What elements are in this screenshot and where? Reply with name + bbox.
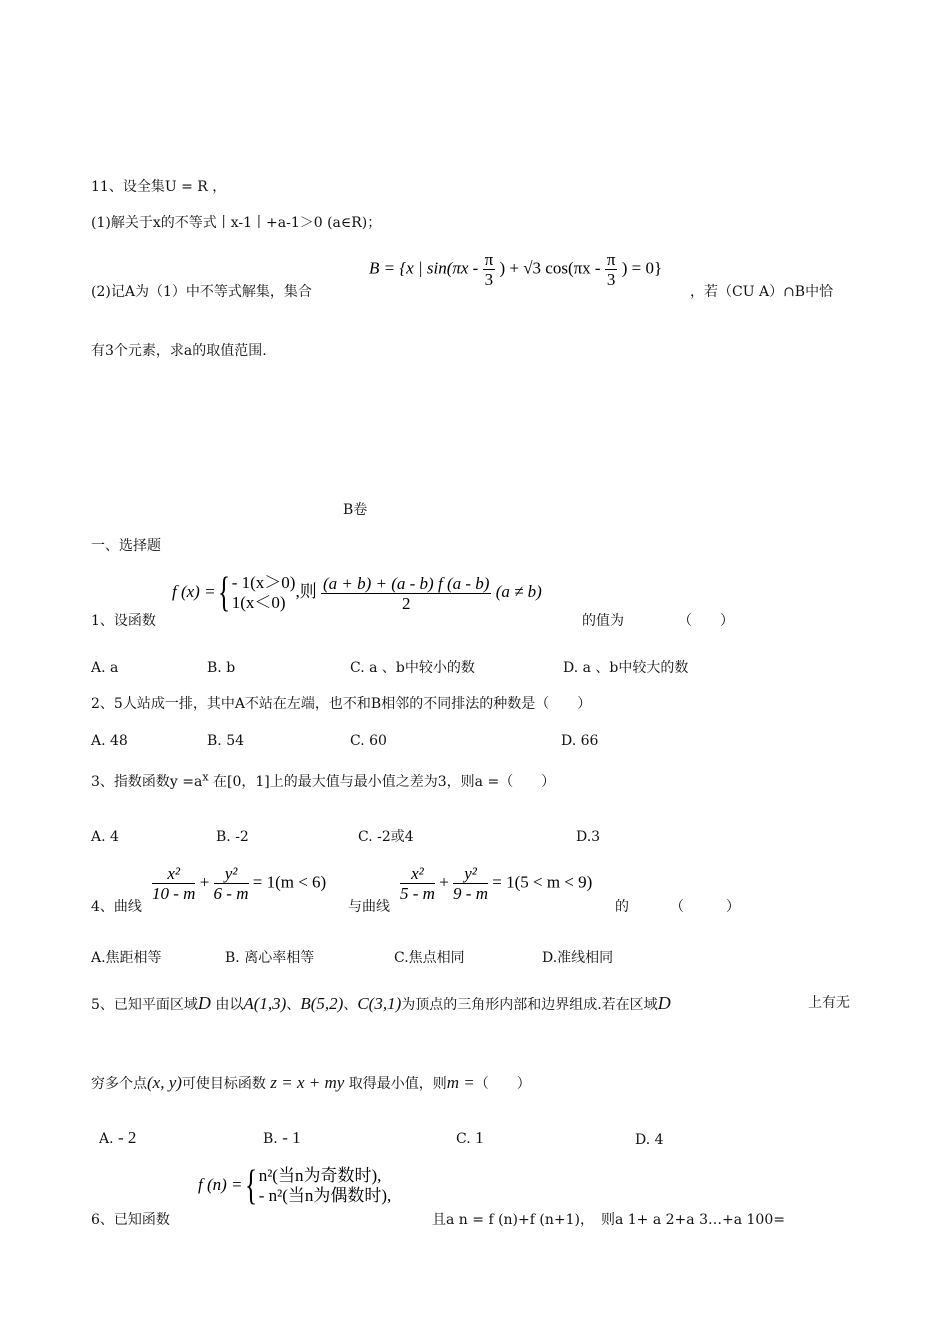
q6-tail: 且a n = f (n)+f (n+1)， 则a 1+ a 2+a 3…+a 100= [432,1212,785,1228]
q4-mid: 与曲线 [348,899,390,915]
q6-cases: n²(当n为奇数时), - n²(当n为偶数时), [258,1166,392,1205]
section-b-heading: B卷 [343,502,368,518]
q11-line3-tail: ，若（CU A）∩B中恰 [690,284,834,300]
q6-lead: 6、已知函数 [91,1212,170,1228]
q3-option-a: A. 4 [91,829,119,845]
q3-exponent: x [202,770,209,784]
q3-option-c: C. -2或4 [358,829,414,845]
q4-tail: 的 [615,899,629,915]
q2-option-d: D. 66 [561,733,599,749]
q5-option-d: D. 4 [635,1132,664,1148]
q3-option-d: D.3 [576,829,601,845]
q5-line1: 5、已知平面区域D 由以A(1,3)、B(5,2)、C(3,1)为顶点的三角形内部和边界组成.若在区域D [91,993,671,1013]
q5-line1-tail: 上有无 [808,995,850,1011]
section-choice-heading: 一、选择题 [91,538,161,554]
q3-text: 3、指数函数$y =a^x$ 在[0，1]上的最大值与最小值之差为3，则a =（ ） [91,770,556,790]
q4-option-a: A.焦距相等 [91,950,162,966]
q11-line1: 11、设全集U = R ， [91,179,227,195]
q11-line2: (1)解关于x的不等式丨x-1丨+a-1＞0 (a∈R)； [91,215,382,231]
q1-option-b: B. b [207,660,236,676]
q4-ellipse-equation: $\frac{\text{x²}}{10 - m}$ + $\frac{\text{y²}}{6 - m}$ = 1(m < 6) [152,864,327,903]
q5-option-c: C. 1 [456,1128,484,1147]
q2-option-a: A. 48 [91,733,128,749]
q5-line2: 穷多个点(x, y)可使目标函数 z = x + my 取得最小值，则m =（ ） [91,1073,531,1092]
q3-option-b: B. -2 [216,829,249,845]
q4-paren: （ ） [670,899,740,915]
q5-option-b: B. - 1 [263,1128,301,1147]
q4-option-b: B. 离心率相等 [225,950,315,966]
q1-tail: 的值为 [582,613,624,629]
q11-line3-text: (2)记A为（1）中不等式解集，集合 [91,284,312,300]
q4-second-equation: $\frac{\text{x²}}{5 - m}$ + $\frac{\text{y²}}{9 - m}$ = 1(5 < m < 9) [400,864,593,903]
q5-option-a: A. - 2 [99,1128,137,1147]
q2-text: 2、5人站成一排，其中A不站在左端，也不和B相邻的不同排法的种数是（ ） [91,696,592,712]
set-b-formula: B = {x | sin(πx - $\frac{\pi}{3}$ ) + √3 cos(πx - $\frac{\pi}{3}$ ) = 0} [369,250,663,289]
q1-option-d: D. a 、b中较大的数 [563,660,689,676]
pi-over-3-fraction-2: $\frac{\pi}{3}$ [606,250,616,289]
q11-line4: 有3个元素，求a的取值范围. [91,343,267,359]
q2-option-b: B. 54 [207,733,245,749]
q1-paren: （ ） [678,613,734,629]
q6-piecewise-formula: f (n) ={ n²(当n为奇数时), - n²(当n为偶数时), [198,1163,392,1209]
q4-option-d: D.准线相同 [542,950,614,966]
q1-formula: f (x) ={ - 1(x＞0) 1(x＜0) ,则 $\frac{(a + b) + (a - b) f (a - b)}{2}$ (a ≠ b) [172,570,542,616]
q1-option-c: C. a 、b中较小的数 [350,660,475,676]
q1-fraction: $\frac{(a + b) + (a - b) f (a - b)}{2}$ [322,573,490,613]
q4-option-c: C.焦点相同 [394,950,465,966]
q2-option-c: C. 60 [350,733,387,749]
q4-lead: 4、曲线 [91,899,142,915]
q1-option-a: A. a [91,660,119,676]
q1-lead: 1、设函数 [91,613,156,629]
pi-over-3-fraction-1: $\frac{\pi}{3}$ [484,250,494,289]
q1-cases: - 1(x＞0) 1(x＜0) [231,573,296,612]
